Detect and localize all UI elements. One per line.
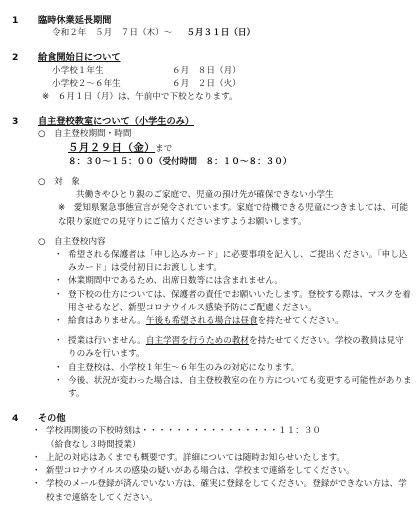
list-item: ・ 登下校の仕方については、保護者の責任でお願いいたします。登校する際は、マスクを着用させるなど、新型コロナウイルス感染予防にご配慮ください。 <box>54 289 411 313</box>
subsection-heading: ○ 自主登校期間・時間 <box>38 129 132 140</box>
section-4-heading <box>12 412 412 425</box>
grade-label: 小学校２～６年生 <box>52 78 121 89</box>
target-description: 共働きやひとり親のご家庭で、児童の預け先が確保できない小学生 <box>76 190 334 201</box>
list-item: ・ 学校再開後の下校時刻は・・・・・・・・・・・・・・・・１１：３０ （給食なし３時間授業） <box>12 425 412 451</box>
attendance-time: ８：３０～１５：００（受付時間 ８：１０～８：３０） <box>68 156 292 167</box>
section-2-heading <box>12 51 412 64</box>
section-title: 給食開始日について <box>38 52 121 64</box>
lunch-note: ※ ６月１日（月）は、午前中で下校となります。 <box>42 92 238 103</box>
section-number: 2 <box>12 52 19 64</box>
list-item: ・ 上記の対応はあくまでも概要です。詳細については随時お知らせいたします。 <box>32 452 345 463</box>
emergency-note: ※ 愛知県緊急事態宣言が発令されています。家庭で待機できる児童につきましては、可能な限り家庭での見守りにご協力くださいますようお願いします。 <box>58 203 409 227</box>
closure-period <box>12 27 412 40</box>
lunch-date: ６月 ２日（火） <box>172 78 241 89</box>
section-3-heading <box>12 115 412 128</box>
section-title: 自主登校教室について（小学生のみ） <box>38 116 195 128</box>
section-number: 3 <box>12 116 19 128</box>
list-item: ・ 今後、状況が変わった場合は、自主登校教室の在り方についても変更する可能性があります。 <box>54 375 412 400</box>
section-number: 4 <box>12 413 19 425</box>
list-item: ・ 給食はありません。午後も希望される場合は昼食を持たせてください。 <box>54 316 344 327</box>
list-item: ・ 学校のメール登録が済んでいない方は、確実に登録をしてください。登録ができない方は、学校まで連絡をしてください。 <box>32 479 407 503</box>
lunch-date: ６月 ８日（月） <box>172 65 241 76</box>
section-number: 1 <box>12 15 19 26</box>
section-title: 臨時休業延長期間 <box>38 15 112 26</box>
list-item: ・ 休業期間中であるため、出席日数等には含まれません。 <box>54 276 284 287</box>
section-1-heading <box>12 14 412 27</box>
lunch-row <box>12 78 412 91</box>
list-item: ・ 授業は行いません。自主学習を行うための教材を持たせてください。学校の教員は見守りのみを行います。 <box>54 336 404 360</box>
dismissal-time: 学校再開後の下校時刻は・・・・・・・・・・・・・・・・１１：３０ <box>46 426 322 437</box>
subsection-heading: ○ 対 象 <box>38 177 80 188</box>
list-item: ・ 新型コロナウイルスの感染の疑いがある場合は、学校まで連絡をしてください。 <box>32 466 355 477</box>
deadline-suffix: まで <box>155 143 173 154</box>
grade-label: 小学校１年生 <box>52 65 104 76</box>
lunch-row <box>12 65 412 78</box>
list-item: ・ 希望される保護者は「申し込みカード」に必要事項を記入し、ご提出ください。「申し込みカード」は受付初日にお渡しします。 <box>54 250 408 274</box>
lunch-required-text: 午後も希望される場合は昼食 <box>145 316 258 327</box>
period-end: ５月３１日（日） <box>186 28 256 39</box>
subsection-heading: ○ 自主登校内容 <box>38 236 106 247</box>
list-item: ・ 自主登校は、小学校１年生～６年生のみの対応になります。 <box>54 362 300 373</box>
attendance-deadline <box>12 142 412 156</box>
dismissal-note: （給食なし３時間授業） <box>46 439 141 450</box>
section-title: その他 <box>38 413 66 425</box>
study-materials-text: 自主学習を行うための教材 <box>145 336 250 347</box>
period-start: 令和２年 ５月 ７日（木）～ <box>52 28 173 39</box>
deadline-date: ５月２９日（金） <box>68 141 156 154</box>
